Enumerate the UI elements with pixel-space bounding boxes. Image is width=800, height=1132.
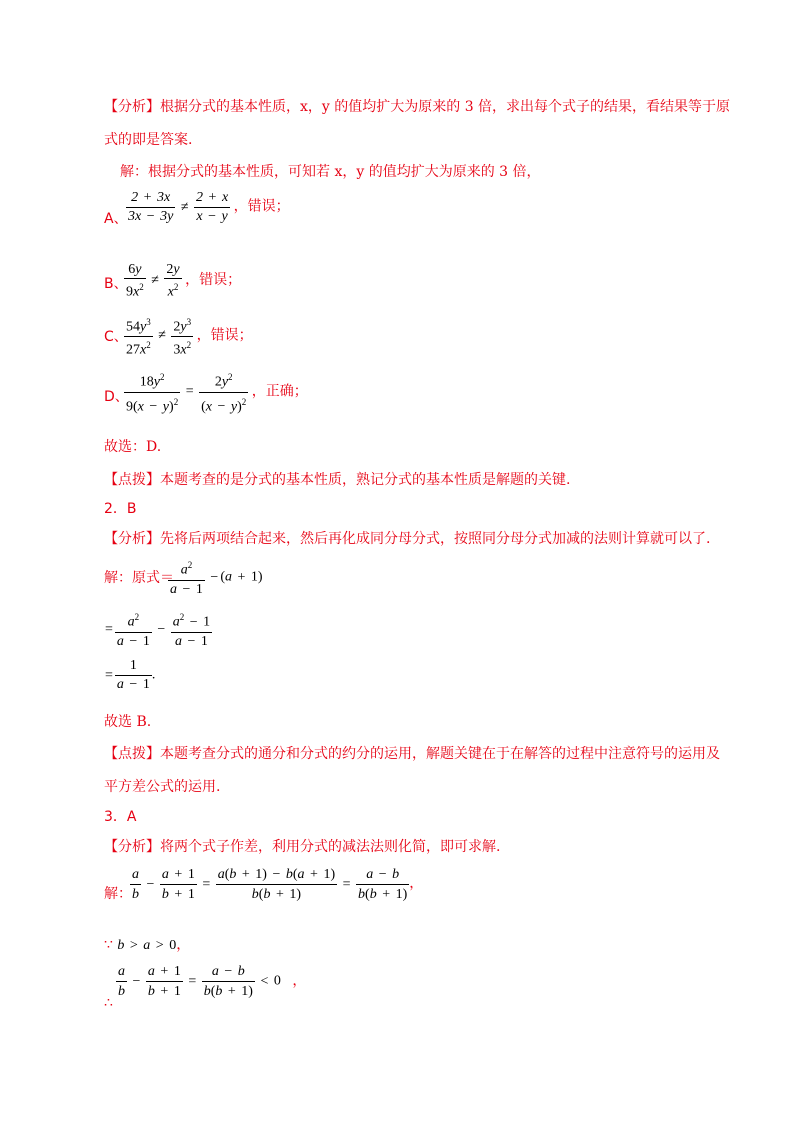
because-line: ∵ b > a > 0， bbox=[104, 937, 191, 953]
option-c-label: C、 bbox=[104, 329, 128, 345]
option-b-formula: $\frac{6y}{9x^2}$ ≠ $\frac{2y}{x^2}$ ，错误； bbox=[126, 262, 242, 300]
solution-3-conclusion: $\frac{a}{b}$ − $\frac{a + 1}{b + 1}$ = $\frac{a - b}{b(b + 1)}$ < 0 ， bbox=[118, 964, 307, 999]
answer-1: 故选：D. bbox=[104, 439, 162, 455]
answer-2: 故选 B. bbox=[104, 714, 152, 730]
option-b-label: B、 bbox=[104, 276, 128, 292]
option-c-formula: $\frac{54y^3}{27x^2}$ ≠ $\frac{2y^3}{3x^2}$ ，错误； bbox=[126, 317, 253, 358]
tip-1: 【点拨】本题考查的是分式的基本性质，熟记分式的基本性质是解题的关键. bbox=[104, 472, 571, 488]
option-d-formula: $\frac{18y^2}{9(x - y)^2}$ = $\frac{2y^2}{(x - y)^2}$ ，正确； bbox=[126, 372, 308, 415]
solution-3-label: 解： bbox=[104, 886, 132, 902]
option-a-label: A、 bbox=[104, 211, 128, 227]
question-2-answer: 2．B bbox=[104, 501, 137, 517]
solution-1-intro: 解：根据分式的基本性质，可知若 x，y 的值均扩大为原来的 3 倍， bbox=[120, 164, 541, 180]
tip-2: 【点拨】本题考查分式的通分和分式的约分的运用，解题关键在于在解答的过程中注意符号的运用及 bbox=[104, 746, 720, 762]
analysis-2: 【分析】先将后两项结合起来，然后再化成同分母分式，按照同分母分式加减的法则计算就可以了. bbox=[104, 531, 711, 547]
solution-2-step1: $\frac{a^2}{a - 1}$ − (a + 1) bbox=[170, 560, 263, 597]
therefore-symbol: ∴ bbox=[104, 995, 113, 1011]
solution-2-label: 解：原式＝ bbox=[104, 570, 174, 586]
question-3-answer: 3．A bbox=[104, 809, 137, 825]
option-a-formula: $\frac{2 + 3x}{3x - 3y}$ ≠ $\frac{2 + x}{x - y}$ ，错误； bbox=[128, 190, 290, 224]
analysis-1: 【分析】根据分式的基本性质，x，y 的值均扩大为原来的 3 倍，求出每个式子的结果，看结果等于原 bbox=[104, 99, 731, 115]
analysis-1-cont: 式的即是答案. bbox=[104, 132, 193, 148]
tip-2-cont: 平方差公式的运用. bbox=[104, 779, 221, 795]
solution-3-formula: $\frac{a}{b}$ − $\frac{a + 1}{b + 1}$ = $\frac{a(b + 1) - b(a + 1)}{b(b + 1)}$ = $\frac{a - b}{b(b + 1)}$ ， bbox=[132, 867, 424, 902]
solution-2-step2: = $\frac{a^2}{a - 1}$ − $\frac{a^2 - 1}{a - 1}$ bbox=[105, 612, 211, 649]
solution-2-step3: = $\frac{1}{a - 1}$ . bbox=[105, 658, 156, 692]
option-d-label: D、 bbox=[104, 389, 129, 405]
because-symbol: ∵ bbox=[104, 937, 113, 953]
analysis-3: 【分析】将两个式子作差，利用分式的减法法则化简，即可求解. bbox=[104, 839, 501, 855]
